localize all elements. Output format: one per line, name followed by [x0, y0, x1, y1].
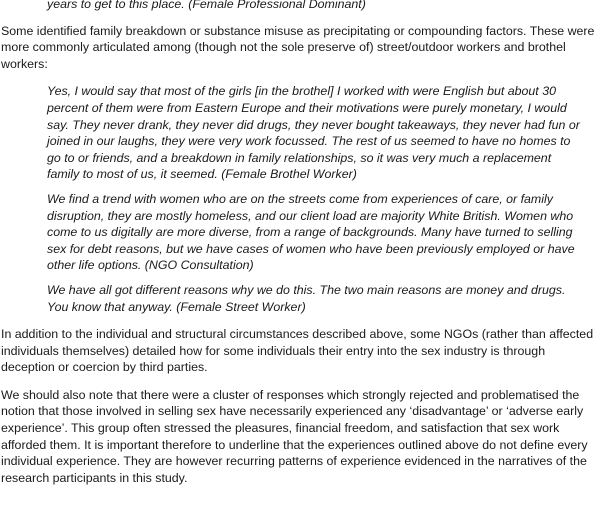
quote-ngo-consultation: We find a trend with women who are on the streets come from experiences of care, or family disruption, they are mostly homeless, and our client load are majority White British. Women who come to us digitally are more diverse, from a range of backgrounds. Many have turned to selling sex for debt reasons, but we have cases of women who have been previously employed or have other life options. (NGO Consultation) [47, 191, 575, 273]
paragraph-cluster-responses: We should also note that there were a cluster of responses which strongly rejected and problematised the notion that those involved in selling sex have necessarily experienced any ‘disadvantage’ or ‘adverse early experience’. This group often stressed the pleasures, financial freedom, and satisfaction that sex work afforded them. It is important therefore to underline that the experiences outlined above do not define every individual experience. They are however recurring patterns of experience evidenced in the narratives of the research participants in this study. [1, 387, 588, 485]
quote-street-worker: We have all got different reasons why we do this. The two main reasons are money and drugs. You know that anyway. (Female Street Worker) [47, 282, 566, 314]
paragraph-deception-coercion: In addition to the individual and structural circumstances described above, some NGOs (rather than affected individuals themselves) detailed how for some individuals their entry into the sex industry is through deception or coercion by third parties. [1, 327, 594, 375]
quote-brothel-worker: Yes, I would say that most of the girls [in the brothel] I worked with were English but about 30 percent of them were from Eastern Europe and their motivations were purely monetary, I would say. They never drank, they never did drugs, they never bought takeaways, they never had fun or joined in our laughs, they were very work focussed. The rest of us seemed to have no homes to go to or friends, and a breakdown in family relationships, so it was very much a replacement family to most of us, it seemed. (Female Brothel Worker) [47, 84, 580, 182]
quote-tail-professional-dominant: years to get to this place. (Female Professional Dominant) [47, 0, 366, 11]
paragraph-family-breakdown: Some identified family breakdown or substance misuse as precipitating or compounding factors. These were more commonly articulated among (though not the sole preserve of) street/outdoor workers and brothel workers: [1, 23, 595, 71]
